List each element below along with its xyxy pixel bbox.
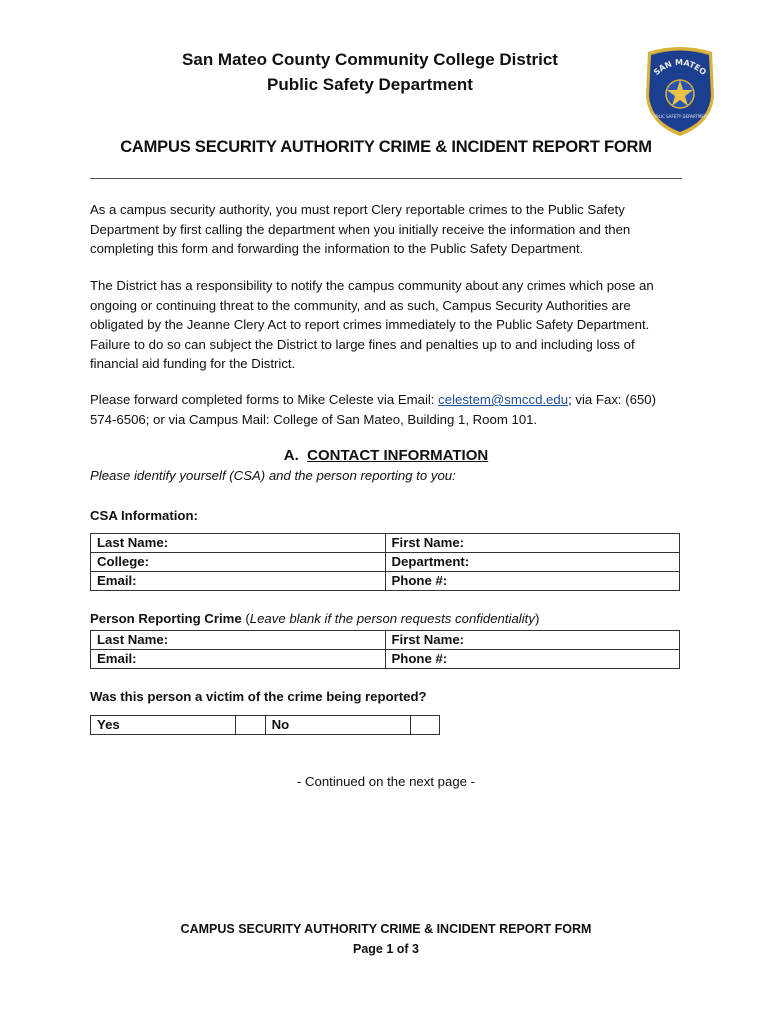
table-row <box>91 716 440 735</box>
page-number: Page 1 of 3 <box>353 942 419 956</box>
email-link[interactable]: celestem@smccd.edu <box>438 392 569 407</box>
csa-department-field[interactable]: Department: <box>385 553 680 572</box>
victim-answer-table <box>90 715 440 735</box>
intro-paragraph-1: As a campus security authority, you must report Clery reportable crimes to the Public Safety Department by first calling the department when you initially receive the information and then completing this form and forwarding the information to the Public Safety Department. <box>90 202 631 256</box>
intro-paragraph-2: The District has a responsibility to notify the campus community about any crimes which pose an ongoing or continuing threat to the community, and as such, Campus Security Authorities are obligated by the Jeanne Clery Act to report crimes immediately to the Public Safety Department. Failure to do so can subject the District to large fines and penalties up to and including loss of financial aid funding for the District. <box>90 278 654 371</box>
department-name: Public Safety Department <box>267 75 473 94</box>
svg-text:PUBLIC SAFETY DEPARTMENT: PUBLIC SAFETY DEPARTMENT <box>650 114 710 119</box>
svg-text:SAN MATEO: SAN MATEO <box>652 57 708 78</box>
person-last-name-field[interactable]: Last Name: <box>91 631 386 650</box>
person-first-name-field[interactable]: First Name: <box>385 631 680 650</box>
person-reporting-label: Person Reporting Crime (Leave blank if the person requests confidentiality) <box>90 611 540 626</box>
yes-checkbox[interactable] <box>236 716 265 735</box>
no-label: No <box>265 716 410 735</box>
csa-email-field[interactable]: Email: <box>91 572 386 591</box>
intro-paragraph-3: Please forward completed forms to Mike Celeste via Email: celestem@smccd.edu; via Fax: (650) 574-6506; or via Campus Mail: College of San Mateo, Building 1, Room 101. <box>90 392 657 427</box>
csa-information-table <box>90 533 680 591</box>
form-title: CAMPUS SECURITY AUTHORITY CRIME & INCIDENT REPORT FORM <box>120 138 652 156</box>
yes-label: Yes <box>91 716 236 735</box>
table-row <box>91 553 680 572</box>
section-a-subtitle: Please identify yourself (CSA) and the person reporting to you: <box>90 468 456 483</box>
table-row <box>91 534 680 553</box>
csa-last-name-field[interactable]: Last Name: <box>91 534 386 553</box>
person-reporting-table <box>90 630 680 669</box>
csa-information-label: CSA Information: <box>90 508 198 523</box>
district-name: San Mateo County Community College District <box>182 50 558 69</box>
csa-first-name-field[interactable]: First Name: <box>385 534 680 553</box>
csa-phone-field[interactable]: Phone #: <box>385 572 680 591</box>
section-a-heading: A. CONTACT INFORMATION <box>283 447 489 464</box>
continued-note: - Continued on the next page - <box>296 774 476 789</box>
table-row <box>91 650 680 669</box>
table-row <box>91 631 680 650</box>
title-divider <box>90 178 682 179</box>
department-badge-logo <box>640 46 720 138</box>
table-row <box>91 572 680 591</box>
victim-question: Was this person a victim of the crime being reported? <box>90 689 427 704</box>
footer-form-title: CAMPUS SECURITY AUTHORITY CRIME & INCIDENT REPORT FORM <box>180 922 592 936</box>
no-checkbox[interactable] <box>410 716 439 735</box>
csa-college-field[interactable]: College: <box>91 553 386 572</box>
person-phone-field[interactable]: Phone #: <box>385 650 680 669</box>
person-email-field[interactable]: Email: <box>91 650 386 669</box>
